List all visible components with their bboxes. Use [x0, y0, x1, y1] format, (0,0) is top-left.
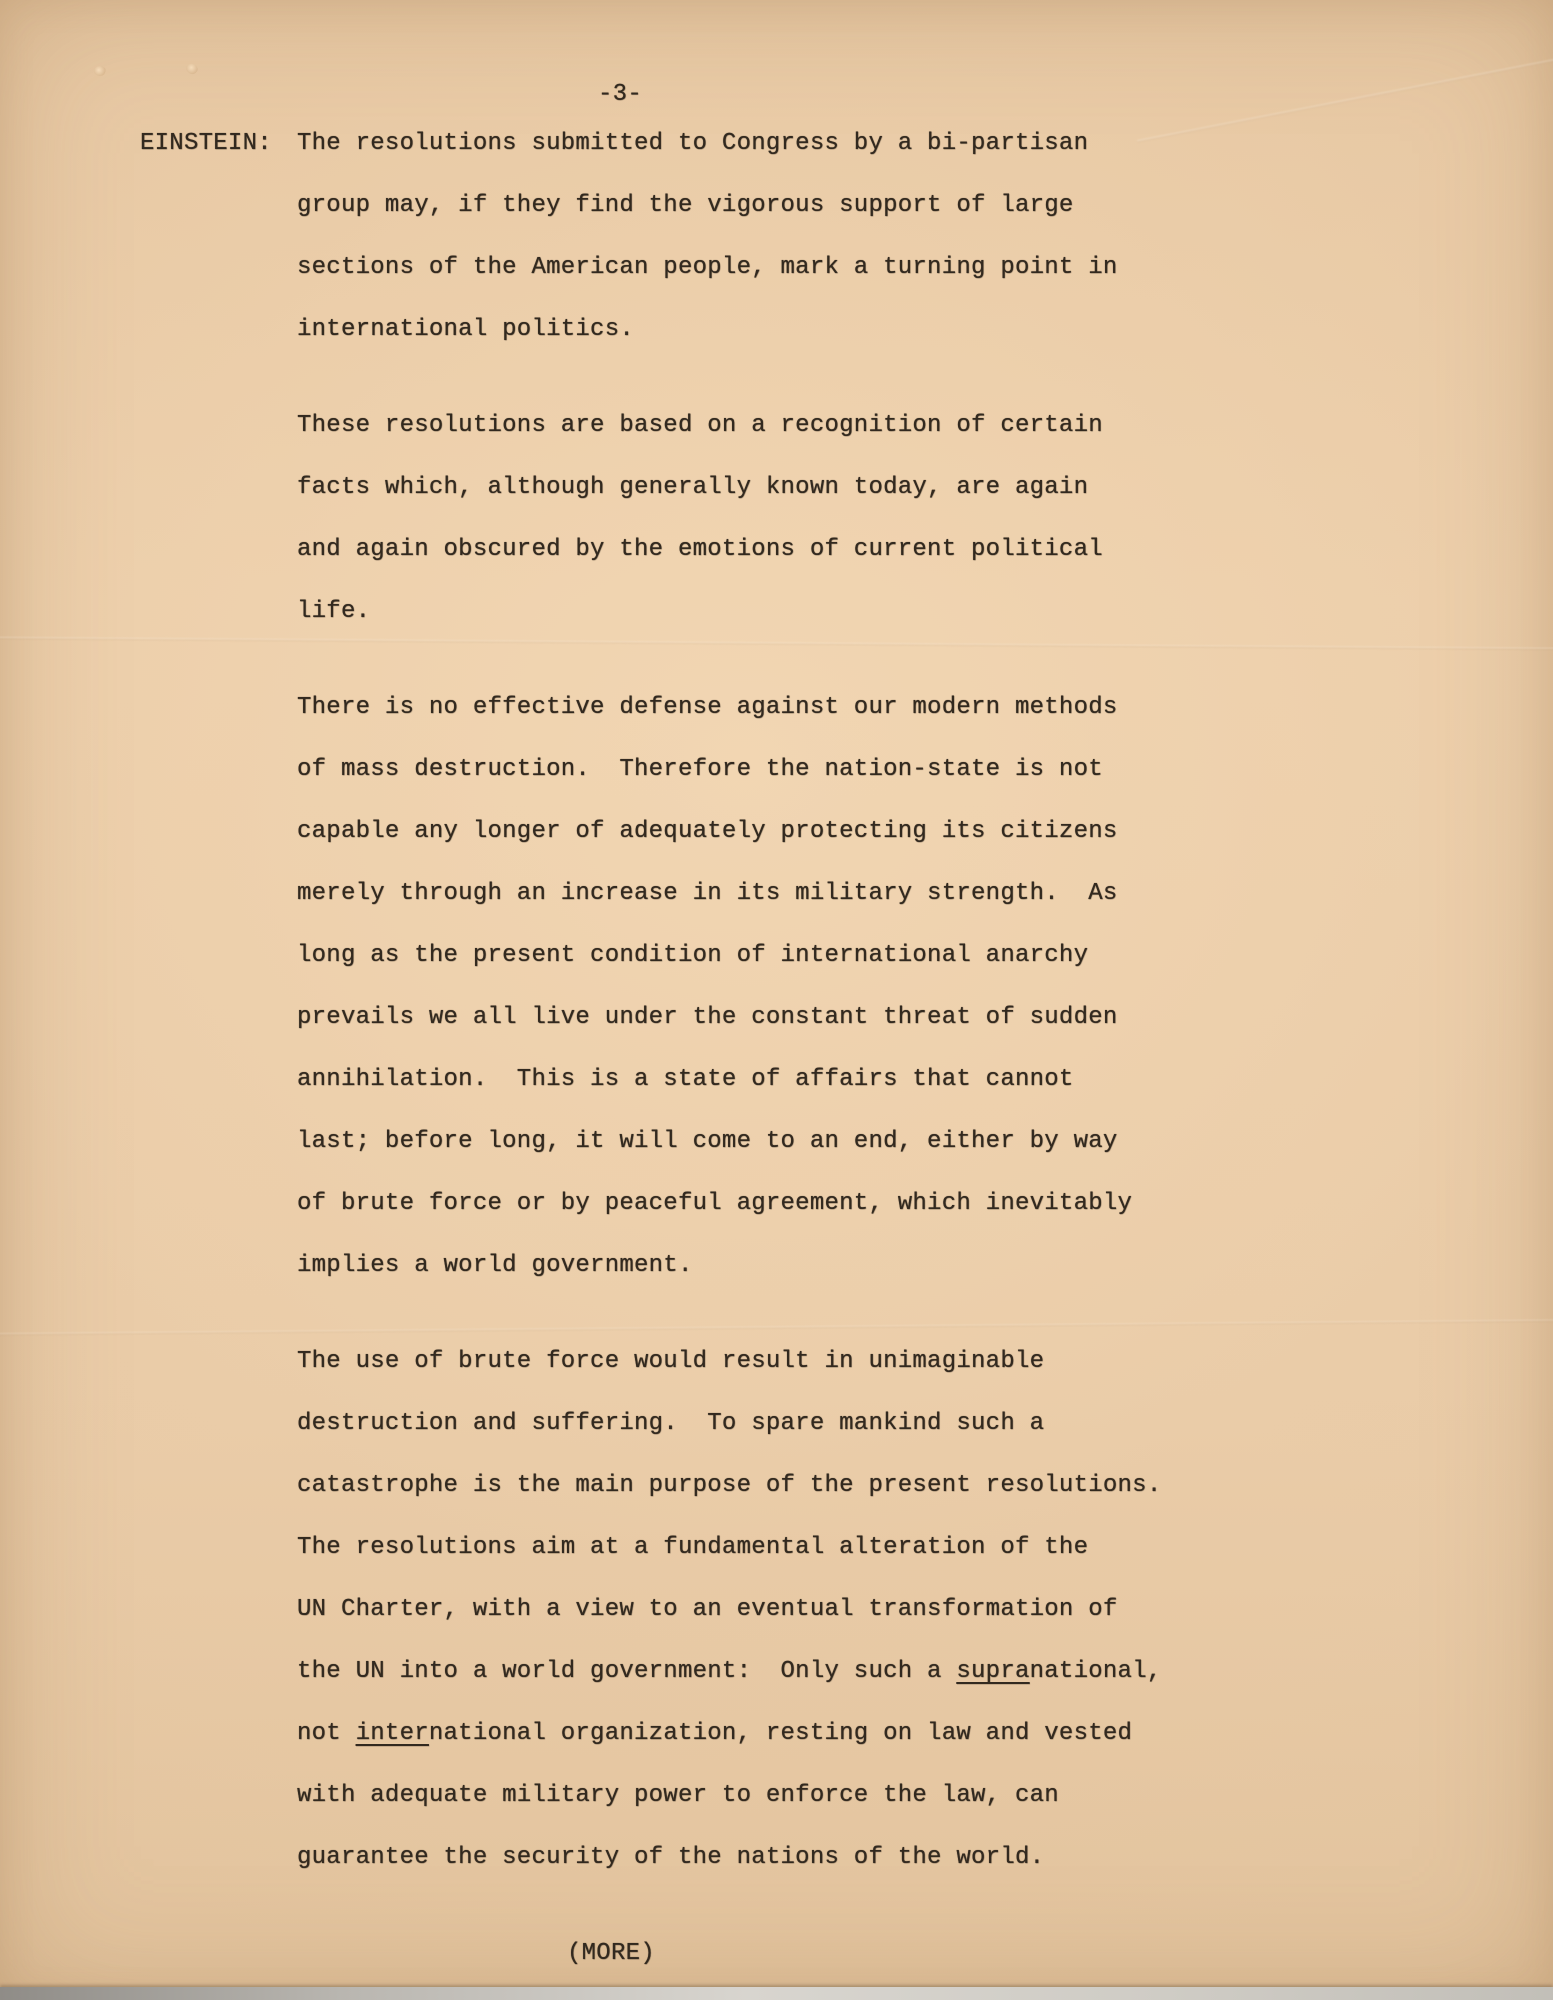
text-line: not inter national organization, resting on law and vested [297, 1719, 1133, 1747]
text-line: UN Charter, with a view to an eventual transformation of [297, 1595, 1118, 1623]
text-line: The resolutions submitted to Congress by a bi-partisan [297, 129, 1089, 157]
paragraph [297, 112, 1553, 360]
paragraphs-container [297, 112, 1553, 1888]
text-line: of brute force or by peaceful agreement, which inevitably [297, 1189, 1133, 1217]
text-line: catastrophe is the main purpose of the present resolutions. [297, 1471, 1162, 1499]
text-line: the UN into a world government: Only such a supra national, [297, 1657, 1162, 1685]
text-line: and again obscured by the emotions of current political [297, 535, 1103, 563]
text-line: The resolutions aim at a fundamental alteration of the [297, 1533, 1089, 1561]
page-number: -3- [598, 81, 642, 108]
scan-edge [0, 1987, 1553, 2000]
text-line: of mass destruction. Therefore the nation-state is not [297, 755, 1103, 783]
text-line: capable any longer of adequately protecting its citizens [297, 817, 1118, 845]
speaker-label: EINSTEIN: [140, 129, 272, 157]
paragraph [297, 394, 1553, 642]
text-line: group may, if they find the vigorous support of large [297, 191, 1074, 219]
paper-blemish [94, 66, 106, 76]
text-line: life. [297, 597, 371, 625]
document-body [297, 112, 1553, 1984]
text-line: guarantee the security of the nations of the world. [297, 1843, 1045, 1871]
text-line: There is no effective defense against our modern methods [297, 693, 1118, 721]
text-line: last; before long, it will come to an end, either by way [297, 1127, 1118, 1155]
text-line: implies a world government. [297, 1251, 693, 1279]
text-line: destruction and suffering. To spare mankind such a [297, 1409, 1045, 1437]
more-indicator: (MORE) [567, 1939, 655, 1967]
text-line: merely through an increase in its military strength. As [297, 879, 1118, 907]
text-line: with adequate military power to enforce the law, can [297, 1781, 1059, 1809]
paper-blemish [184, 62, 199, 76]
text-line: sections of the American people, mark a turning point in [297, 253, 1118, 281]
paragraph [297, 676, 1553, 1296]
text-line: long as the present condition of international anarchy [297, 941, 1089, 969]
text-line: These resolutions are based on a recognition of certain [297, 411, 1103, 439]
text-line: The use of brute force would result in unimaginable [297, 1347, 1045, 1375]
text-line: facts which, although generally known today, are again [297, 473, 1089, 501]
paragraph [297, 1330, 1553, 1888]
text-line: prevails we all live under the constant threat of sudden [297, 1003, 1118, 1031]
text-line: international politics. [297, 315, 635, 343]
text-line: annihilation. This is a state of affairs that cannot [297, 1065, 1074, 1093]
